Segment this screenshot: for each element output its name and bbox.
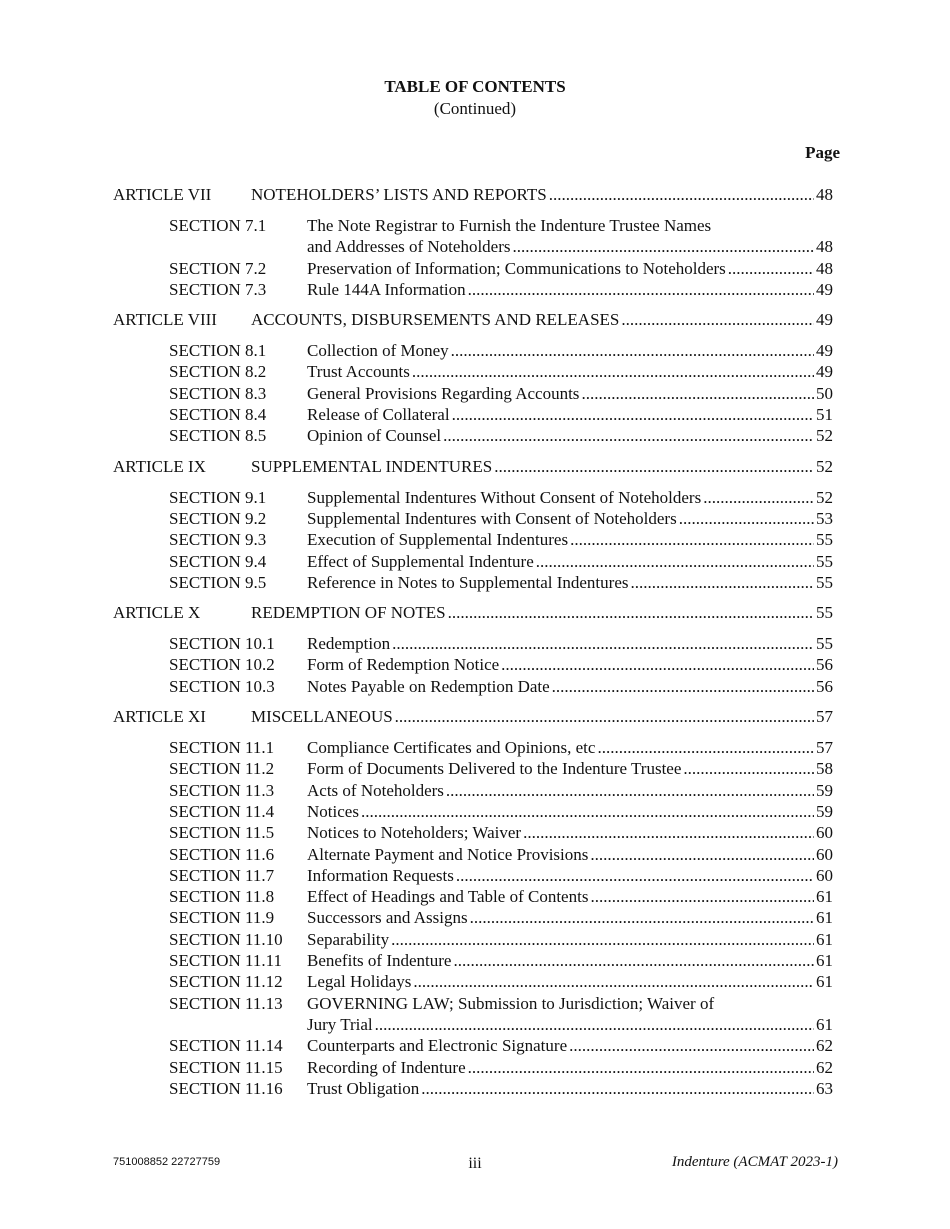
page-column-label: Page	[805, 143, 840, 162]
section-page: 59	[816, 801, 833, 821]
section-page: 49	[816, 362, 833, 382]
dot-leader	[421, 1079, 814, 1099]
toc-section[interactable]	[169, 802, 833, 823]
toc-section[interactable]	[169, 573, 833, 594]
toc-section[interactable]	[169, 823, 833, 844]
section-group	[113, 738, 833, 1100]
article-title: ACCOUNTS, DISBURSEMENTS AND RELEASES	[251, 310, 620, 330]
section-page: 62	[816, 1057, 833, 1077]
section-page: 49	[816, 279, 833, 299]
section-title: Legal Holidays	[307, 972, 412, 992]
section-number: SECTION 11.11	[169, 951, 283, 971]
section-number: SECTION 11.7	[169, 865, 275, 885]
article-title: SUPPLEMENTAL INDENTURES	[251, 456, 493, 476]
dot-leader	[452, 405, 814, 425]
section-number: SECTION 11.8	[169, 887, 275, 907]
toc-section[interactable]	[169, 738, 833, 759]
section-title: Compliance Certificates and Opinions, etc	[307, 738, 596, 758]
section-page: 55	[816, 572, 833, 592]
article-title: MISCELLANEOUS	[251, 707, 393, 727]
toc-article[interactable]	[113, 707, 833, 729]
dot-leader	[621, 310, 814, 330]
section-title: Recording of Indenture	[307, 1057, 466, 1077]
section-number: SECTION 10.2	[169, 655, 275, 675]
article-number: ARTICLE VIII	[113, 310, 217, 330]
toc-section[interactable]	[169, 216, 833, 259]
section-number: SECTION 7.2	[169, 258, 267, 278]
toc-section[interactable]	[169, 972, 833, 993]
section-page: 55	[816, 530, 833, 550]
dot-leader	[523, 823, 814, 843]
section-number: SECTION 11.2	[169, 759, 275, 779]
article-page: 55	[816, 603, 833, 623]
section-number: SECTION 8.2	[169, 362, 267, 382]
toc-section[interactable]	[169, 259, 833, 280]
section-page: 61	[816, 1014, 833, 1034]
section-number: SECTION 11.3	[169, 780, 275, 800]
dot-leader	[375, 1015, 814, 1035]
section-number: SECTION 11.16	[169, 1078, 283, 1098]
section-title-cont: and Addresses of Noteholders	[307, 237, 511, 257]
section-title: Notices	[307, 801, 359, 821]
section-title: Counterparts and Electronic Signature	[307, 1036, 568, 1056]
toc-section[interactable]	[169, 509, 833, 530]
section-title: Acts of Noteholders	[307, 780, 444, 800]
toc-subtitle: (Continued)	[433, 99, 517, 118]
article-title: NOTEHOLDERS’ LISTS AND REPORTS	[251, 185, 547, 204]
article-page: 57	[816, 707, 833, 727]
toc-section[interactable]	[169, 759, 833, 780]
dot-leader	[448, 603, 814, 623]
section-page: 60	[816, 865, 833, 885]
section-title: Notices to Noteholders; Waiver	[307, 823, 522, 843]
section-title: GOVERNING LAW; Submission to Jurisdiction; Waiver of	[307, 993, 715, 1013]
section-number: SECTION 7.1	[169, 216, 267, 235]
section-title: The Note Registrar to Furnish the Indenture Trustee Names	[307, 216, 712, 235]
section-number: SECTION 11.1	[169, 738, 275, 758]
section-page: 57	[816, 738, 833, 758]
section-number: SECTION 7.3	[169, 279, 267, 299]
section-title: Release of Collateral	[307, 405, 450, 425]
section-page: 55	[816, 634, 833, 654]
toc-article[interactable]	[113, 185, 833, 207]
toc-article[interactable]	[113, 310, 833, 332]
article-number: ARTICLE VII	[113, 185, 212, 204]
toc-section[interactable]	[169, 341, 833, 362]
dot-leader	[456, 866, 814, 886]
dot-leader	[630, 573, 814, 593]
section-page: 58	[816, 759, 833, 779]
dot-leader	[590, 845, 814, 865]
section-page: 48	[816, 258, 833, 278]
article-page: 48	[816, 185, 833, 204]
section-page: 60	[816, 844, 833, 864]
section-number: SECTION 11.10	[169, 929, 283, 949]
section-number: SECTION 11.5	[169, 823, 275, 843]
section-title: Preservation of Information; Communications to Noteholders	[307, 258, 726, 278]
toc-article[interactable]	[113, 603, 833, 625]
dot-leader	[494, 457, 814, 477]
footer-doc-id: 751008852 22727759	[113, 1156, 221, 1168]
dot-leader	[361, 802, 814, 822]
dot-leader	[513, 237, 815, 257]
toc-section[interactable]	[169, 781, 833, 802]
section-title: Opinion of Counsel	[307, 426, 442, 446]
section-title: Rule 144A Information	[307, 279, 466, 299]
toc-section[interactable]	[169, 488, 833, 509]
toc-section[interactable]	[169, 384, 833, 405]
section-number: SECTION 11.14	[169, 1036, 283, 1056]
dot-leader	[728, 259, 814, 279]
section-number: SECTION 8.1	[169, 341, 267, 361]
dot-leader	[446, 781, 814, 801]
section-number: SECTION 9.4	[169, 551, 267, 571]
section-page: 61	[816, 887, 833, 907]
dot-leader	[570, 530, 814, 550]
section-page: 52	[816, 426, 833, 446]
section-number: SECTION 8.3	[169, 383, 267, 403]
footer-page-number: iii	[468, 1155, 482, 1172]
article-page: 52	[816, 456, 833, 476]
dot-leader	[597, 738, 814, 758]
section-number: SECTION 11.4	[169, 801, 275, 821]
dot-leader	[590, 887, 814, 907]
section-group	[113, 341, 833, 447]
dot-leader	[703, 488, 814, 508]
section-page: 55	[816, 551, 833, 571]
section-page: 62	[816, 1036, 833, 1056]
toc-section[interactable]	[169, 634, 833, 655]
section-number: SECTION 11.13	[169, 993, 283, 1013]
toc-section[interactable]	[169, 362, 833, 383]
section-group	[113, 634, 833, 698]
section-number: SECTION 9.5	[169, 572, 267, 592]
toc-section[interactable]	[169, 655, 833, 676]
dot-leader	[468, 280, 814, 300]
section-title: Notes Payable on Redemption Date	[307, 676, 550, 696]
toc-section[interactable]	[169, 866, 833, 887]
section-group	[113, 216, 833, 301]
dot-leader	[552, 677, 814, 697]
toc-section[interactable]	[169, 1079, 833, 1100]
dot-leader	[679, 509, 814, 529]
section-page: 61	[816, 951, 833, 971]
section-title: Successors and Assigns	[307, 908, 468, 928]
section-title: Form of Documents Delivered to the Indenture Trustee	[307, 759, 682, 779]
footer-doc-title: Indenture (ACMAT 2023-1)	[671, 1154, 838, 1170]
section-number: SECTION 11.6	[169, 844, 275, 864]
toc-section[interactable]	[169, 405, 833, 426]
section-title: Collection of Money	[307, 341, 449, 361]
section-page: 61	[816, 972, 833, 992]
dot-leader	[569, 1036, 814, 1056]
article-number: ARTICLE IX	[113, 456, 206, 476]
section-title: Effect of Supplemental Indenture	[307, 551, 534, 571]
section-title: Benefits of Indenture	[307, 951, 452, 971]
section-title: Supplemental Indentures with Consent of Noteholders	[307, 508, 677, 528]
toc-section[interactable]	[169, 1036, 833, 1057]
section-number: SECTION 9.2	[169, 508, 267, 528]
section-page: 50	[816, 383, 833, 403]
dot-leader	[453, 951, 814, 971]
section-number: SECTION 11.15	[169, 1057, 283, 1077]
section-page: 60	[816, 823, 833, 843]
section-title: Form of Redemption Notice	[307, 655, 500, 675]
toc-section[interactable]	[169, 887, 833, 908]
section-title-cont: Jury Trial	[307, 1014, 373, 1034]
dot-leader	[443, 426, 814, 446]
toc-section[interactable]	[169, 994, 833, 1037]
dot-leader	[549, 185, 814, 205]
dot-leader	[412, 362, 814, 382]
section-title: Trust Obligation	[307, 1078, 420, 1098]
section-title: Effect of Headings and Table of Contents	[307, 887, 589, 907]
section-page: 49	[816, 341, 833, 361]
toc-section[interactable]	[169, 677, 833, 698]
section-number: SECTION 10.1	[169, 634, 275, 654]
section-page: 63	[816, 1078, 833, 1098]
toc-section[interactable]	[169, 552, 833, 573]
section-number: SECTION 10.3	[169, 676, 275, 696]
toc-section[interactable]	[169, 845, 833, 866]
toc-section[interactable]	[169, 908, 833, 929]
section-page: 52	[816, 487, 833, 507]
toc-title: TABLE OF CONTENTS	[384, 77, 566, 96]
section-number: SECTION 9.1	[169, 487, 267, 507]
toc-section[interactable]	[169, 530, 833, 551]
section-page: 48	[816, 237, 833, 257]
article-number: ARTICLE XI	[113, 707, 206, 727]
dot-leader	[581, 384, 814, 404]
dot-leader	[451, 341, 814, 361]
section-title: Redemption	[307, 634, 391, 654]
section-page: 53	[816, 508, 833, 528]
toc-section[interactable]	[169, 426, 833, 447]
dot-leader	[536, 552, 814, 572]
toc-section[interactable]	[169, 280, 833, 301]
section-page: 59	[816, 780, 833, 800]
section-number: SECTION 11.12	[169, 972, 283, 992]
section-page: 56	[816, 676, 833, 696]
section-group	[113, 488, 833, 594]
section-title: Separability	[307, 929, 390, 949]
dot-leader	[392, 634, 814, 654]
section-page: 61	[816, 929, 833, 949]
dot-leader	[391, 930, 814, 950]
section-title: Trust Accounts	[307, 362, 410, 382]
section-number: SECTION 8.5	[169, 426, 267, 446]
dot-leader	[470, 908, 814, 928]
section-title: Alternate Payment and Notice Provisions	[307, 844, 589, 864]
dot-leader	[501, 655, 814, 675]
section-title: Supplemental Indentures Without Consent of Noteholders	[307, 487, 702, 507]
article-page: 49	[816, 310, 833, 330]
toc-article[interactable]	[113, 457, 833, 479]
section-page: 51	[816, 405, 833, 425]
section-title: Execution of Supplemental Indentures	[307, 530, 569, 550]
dot-leader	[395, 707, 814, 727]
section-number: SECTION 9.3	[169, 530, 267, 550]
section-number: SECTION 11.9	[169, 908, 275, 928]
dot-leader	[468, 1058, 814, 1078]
article-number: ARTICLE X	[113, 603, 201, 623]
section-page: 61	[816, 908, 833, 928]
article-title: REDEMPTION OF NOTES	[251, 603, 446, 623]
section-number: SECTION 8.4	[169, 405, 267, 425]
toc-section[interactable]	[169, 930, 833, 951]
section-title: Reference in Notes to Supplemental Indentures	[307, 572, 629, 592]
toc-section[interactable]	[169, 951, 833, 972]
section-page: 56	[816, 655, 833, 675]
dot-leader	[683, 759, 814, 779]
dot-leader	[413, 972, 814, 992]
section-title: Information Requests	[307, 865, 454, 885]
toc-section[interactable]	[169, 1058, 833, 1079]
table-of-contents	[113, 185, 833, 1109]
section-title: General Provisions Regarding Accounts	[307, 383, 580, 403]
